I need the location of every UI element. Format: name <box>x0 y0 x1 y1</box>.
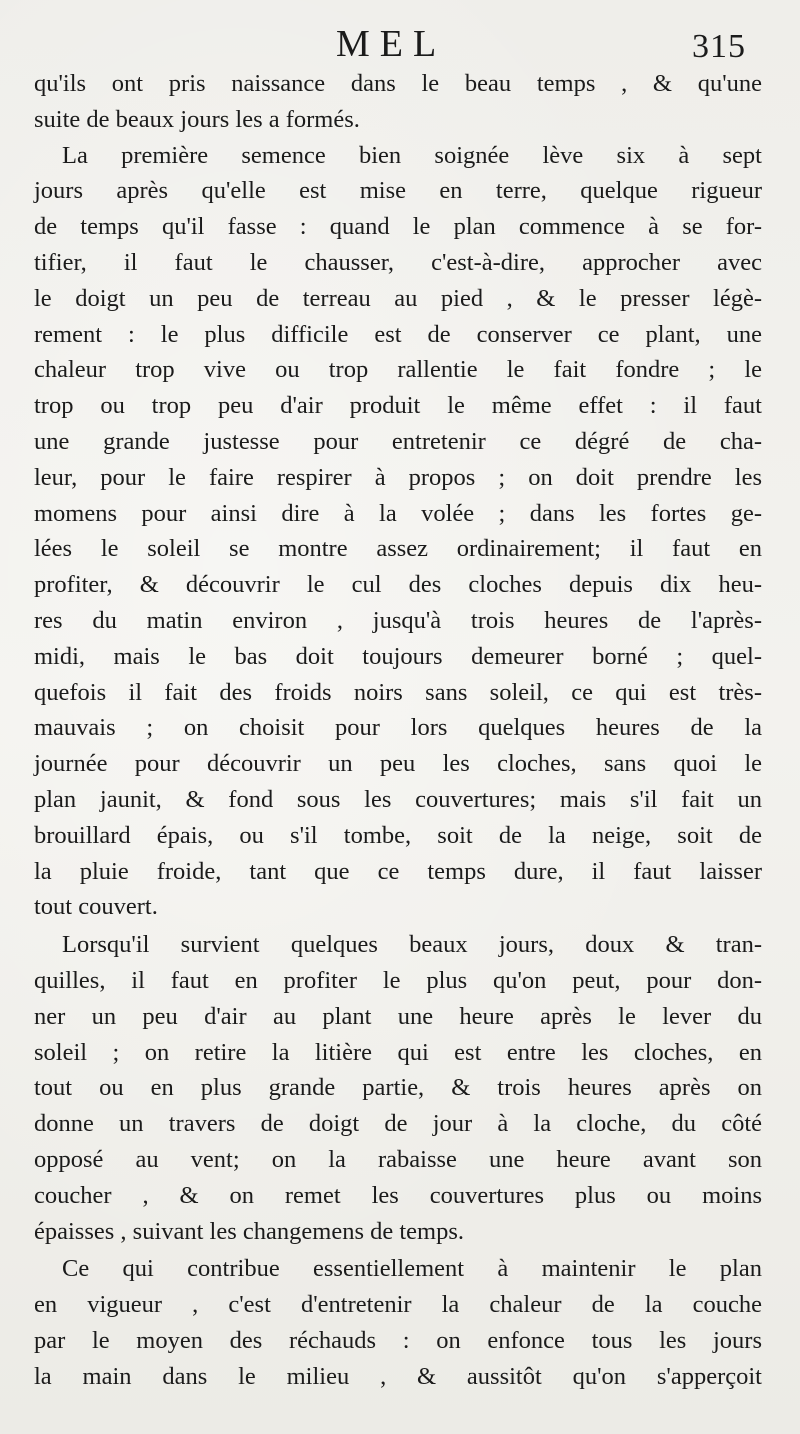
text-line: quilles, il faut en profiter le plus qu'on peut, pour don- <box>34 966 762 994</box>
text-line: ner un peu d'air au plant une heure après le lever du <box>34 1002 762 1030</box>
text-line: suite de beaux jours les a formés. <box>34 105 360 133</box>
paragraph-3 <box>34 927 762 1249</box>
text-line: brouillard épais, ou s'il tombe, soit de la neige, soit de <box>34 821 762 849</box>
text-line: lées le soleil se montre assez ordinairement; il faut en <box>34 535 762 563</box>
text-line: journée pour découvrir un peu les cloches, sans quoi le <box>34 750 762 778</box>
running-head: MEL <box>336 23 447 65</box>
text-line: leur, pour le faire respirer à propos ; on doit prendre les <box>34 463 762 491</box>
text-line: Ce qui contribue essentiellement à maintenir le plan <box>62 1255 762 1283</box>
paragraph-1 <box>34 66 762 138</box>
text-line: de temps qu'il fasse : quand le plan commence à se for- <box>34 213 762 241</box>
text-line: profiter, & découvrir le cul des cloches depuis dix heu- <box>34 571 762 599</box>
text-line: tout couvert. <box>34 893 158 921</box>
text-line: momens pour ainsi dire à la volée ; dans les fortes ge- <box>34 499 762 527</box>
text-line: trop ou trop peu d'air produit le même effet : il faut <box>34 392 762 420</box>
page-number: 315 <box>692 28 746 65</box>
body-text <box>34 66 762 1394</box>
text-line: quefois il fait des froids noirs sans soleil, ce qui est très- <box>34 678 762 706</box>
text-line: la main dans le milieu , & aussitôt qu'on s'apperçoit <box>34 1362 762 1390</box>
text-line: plan jaunit, & fond sous les couvertures; mais s'il fait un <box>34 785 762 813</box>
text-line: en vigueur , c'est d'entretenir la chaleur de la couche <box>34 1291 762 1319</box>
text-line: Lorsqu'il survient quelques beaux jours, doux & tran- <box>62 931 762 959</box>
text-line: le doigt un peu de terreau au pied , & le presser légè- <box>34 284 762 312</box>
text-line: opposé au vent; on la rabaisse une heure avant son <box>34 1145 762 1173</box>
text-line: une grande justesse pour entretenir ce dégré de cha- <box>34 427 762 455</box>
text-line: chaleur trop vive ou trop rallentie le fait fondre ; le <box>34 356 762 384</box>
text-line: épaisses , suivant les changemens de temps. <box>34 1217 465 1245</box>
paragraph-2 <box>34 138 762 926</box>
text-line: donne un travers de doigt de jour à la cloche, du côté <box>34 1110 762 1138</box>
page-header <box>0 16 800 72</box>
text-line: tout ou en plus grande partie, & trois heures après on <box>34 1074 762 1102</box>
text-line: soleil ; on retire la litière qui est entre les cloches, en <box>34 1038 762 1066</box>
text-line: tifier, il faut le chausser, c'est-à-dire, approcher avec <box>34 248 762 276</box>
text-line: mauvais ; on choisit pour lors quelques heures de la <box>34 714 762 742</box>
text-line: res du matin environ , jusqu'à trois heures de l'après- <box>34 606 762 634</box>
text-line: jours après qu'elle est mise en terre, quelque rigueur <box>34 177 762 205</box>
text-line: coucher , & on remet les couvertures plus ou moins <box>34 1181 762 1209</box>
text-line: La première semence bien soignée lève six à sept <box>62 141 762 169</box>
paragraph-4 <box>34 1251 762 1394</box>
text-line: midi, mais le bas doit toujours demeurer borné ; quel- <box>34 642 762 670</box>
text-line: qu'ils ont pris naissance dans le beau temps , & qu'une <box>34 70 762 97</box>
text-line: rement : le plus difficile est de conserver ce plant, une <box>34 320 762 348</box>
text-line: la pluie froide, tant que ce temps dure, il faut laisser <box>34 857 762 885</box>
text-line: par le moyen des réchauds : on enfonce tous les jours <box>34 1326 762 1354</box>
